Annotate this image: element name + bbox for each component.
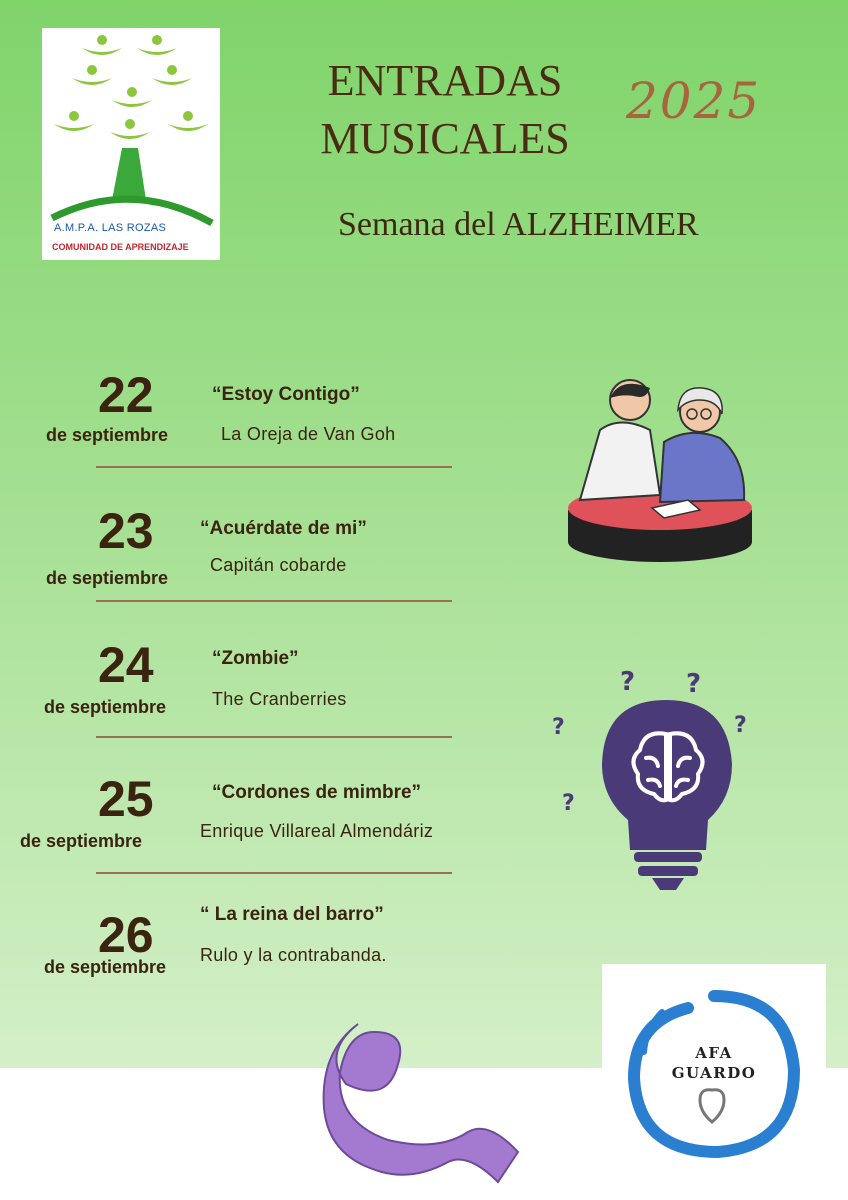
schedule-song: “Cordones de mimbre” <box>212 782 422 803</box>
divider <box>96 466 452 468</box>
title-line-1: ENTRADAS <box>327 56 563 105</box>
schedule-artist: The Cranberries <box>212 689 347 709</box>
schedule-day: 26 <box>98 907 154 963</box>
schedule-song: “Acuérdate de mi” <box>200 518 367 539</box>
schedule-day: 23 <box>98 503 154 559</box>
afa-label: AFA <box>695 1044 733 1062</box>
schedule-month: de septiembre <box>44 697 167 717</box>
ampa-caption: A.M.P.A. LAS ROZAS <box>54 222 167 234</box>
afa-sublabel: GUARDO <box>671 1064 757 1082</box>
schedule-day: 22 <box>98 367 154 423</box>
divider <box>96 600 452 602</box>
schedule-artist: Rulo y la contrabanda. <box>200 945 387 965</box>
schedule-song: “ La reina del barro” <box>200 904 384 925</box>
year-label: 2025 <box>626 72 762 130</box>
svg-text:?: ? <box>562 791 575 816</box>
brain-lightbulb-icon <box>548 660 788 892</box>
svg-text:?: ? <box>620 667 636 697</box>
divider <box>96 736 452 738</box>
ampa-logo <box>42 28 220 260</box>
schedule-month: de septiembre <box>44 957 167 977</box>
page-title <box>300 52 590 168</box>
subtitle: Semana del ALZHEIMER <box>338 206 699 243</box>
title-line-2: MUSICALES <box>320 114 570 163</box>
schedule-artist: La Oreja de Van Goh <box>221 424 396 444</box>
caregiver-illustration-icon <box>560 370 760 570</box>
schedule-song: “Zombie” <box>212 648 299 669</box>
schedule-artist: Enrique Villareal Almendáriz <box>200 821 434 841</box>
svg-text:?: ? <box>686 669 702 699</box>
schedule-month: de septiembre <box>46 425 169 445</box>
schedule-month: de septiembre <box>20 831 143 851</box>
afa-guardo-logo <box>602 964 826 1180</box>
schedule-artist: Capitán cobarde <box>210 555 347 575</box>
svg-text:?: ? <box>552 715 565 740</box>
schedule-month: de septiembre <box>46 568 169 588</box>
svg-text:?: ? <box>734 713 747 738</box>
schedule-song: “Estoy Contigo” <box>212 384 360 405</box>
alzheimer-ribbon-icon <box>318 1012 528 1200</box>
divider <box>96 872 452 874</box>
ampa-subcaption: COMUNIDAD DE APRENDIZAJE <box>52 242 189 252</box>
tree-logo-icon <box>42 28 220 228</box>
schedule-day: 24 <box>98 637 154 693</box>
schedule-day: 25 <box>98 771 154 827</box>
